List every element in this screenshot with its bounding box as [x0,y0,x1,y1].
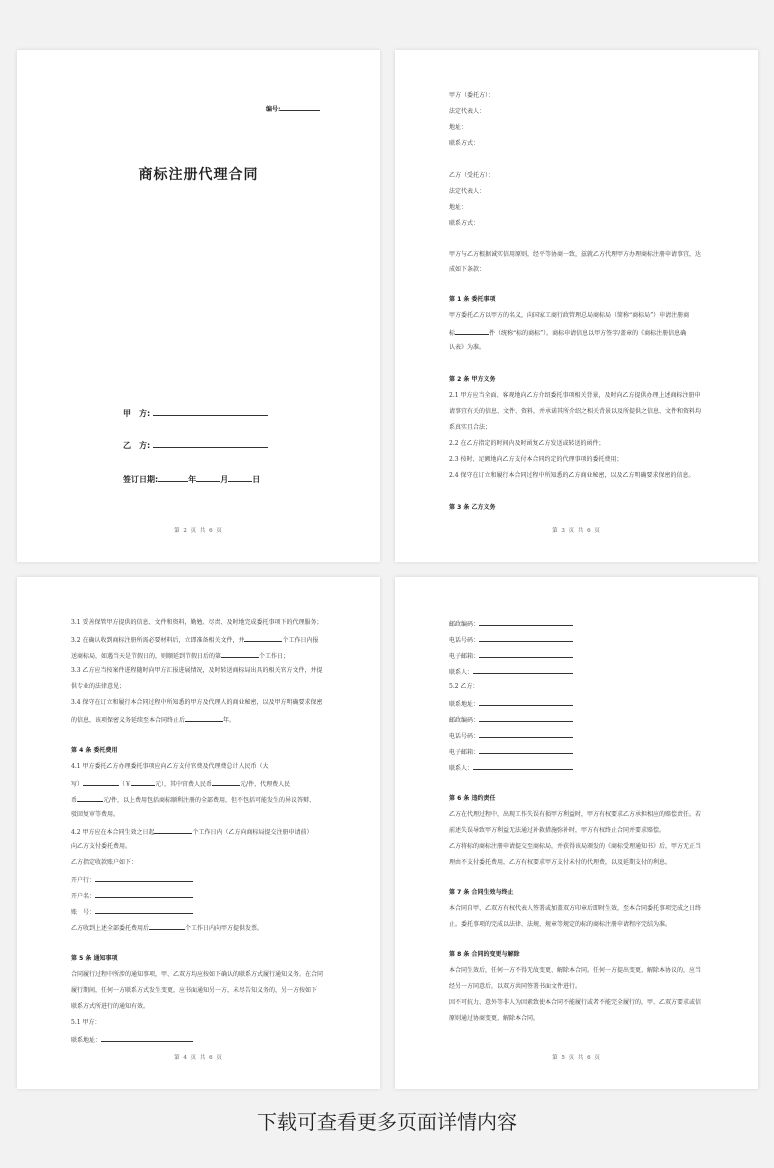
text-line: 电话号码： [449,635,573,645]
text-line: 因不可抗力、意外等非人为因素致使本合同不能履行或者不能完全履行的，甲、乙双方要求或信 [449,999,702,1006]
text-line: 联系人： [449,763,573,773]
text-line: 5.1 甲方： [71,1019,101,1026]
section-heading: 第 2 条 甲方义务 [449,376,496,383]
section-heading: 第 6 条 违约责任 [449,795,496,802]
text-line: 乙方在代理过程中，出现工作失误有损甲方利益时，甲方有权要求乙方承担相应的赔偿责任。若 [449,811,702,818]
sign-date-line: 签订日期: 年 月 日 [123,475,261,484]
text-line: 邮政编码： [449,619,573,629]
text-line: 账 号： [71,907,193,917]
contract-number-field: 编号: [266,104,320,113]
download-more-caption: 下载可查看更多页面详情内容 [257,1110,517,1134]
section-heading: 第 4 条 委托费用 [71,747,118,754]
text-line: 本合同生效后，任何一方不得无故变更、解除本合同。任何一方提出变更、解除本协议的，应当 [449,967,702,974]
text-line: 认表》为准。 [449,344,486,351]
party-b-signature-line: 乙 方: [123,440,268,451]
text-line: 供专业的法律意见； [71,683,126,690]
text-line: 系真实且合法； [449,424,492,431]
document-page-3 [395,50,758,562]
text-line: 2.1 甲方应当全面、客观地向乙方介绍委托事项相关背景，及时向乙方提供办理上述商标注册申 [449,392,701,399]
text-line: 合同履行过程中所涉的通知事项，甲、乙双方均应按如下确认的联系方式履行通知义务。在合同 [71,971,324,978]
text-line: 3.1 妥善保管甲方提供的信息、文件和资料，勤勉、尽责、及时地完成委托事项下的代理服务； [71,619,323,626]
text-line: 3.3 乙方应当按案件进程随时向甲方汇报进展情况，及时转送商标局出具的相关官方文件，并提 [71,667,323,674]
text-line: 开户行： [71,875,193,885]
text-line: 送商标局，如遇当天是节假日的，则顺延到节假日后的第 个工作日； [71,653,290,660]
page-footer: 第 3 页 共 6 页 [552,528,601,534]
text-line: 地址： [449,204,468,211]
text-line: 联系地址： [71,1035,193,1045]
text-line: 写） （￥ 元），其中官费人民币 元/件，代理费人民 [71,781,291,788]
page-footer: 第 2 页 共 6 页 [174,528,223,534]
text-line: 2.4 保守在订立和履行本合同过程中所知悉的乙方商业秘密，以及乙方明确要求保密的信息。 [449,472,695,479]
text-line: 电话号码： [449,731,573,741]
text-line: 4.2 甲方应在本合同生效之日起 个工作日内（乙方向商标局提交注册申请前） [71,829,313,836]
text-line: 联系地址： [449,699,573,709]
text-line: 甲方（委托方）： [449,92,495,99]
text-line: 2.3 按时、足额地向乙方支付本合同约定的代理事项的委托费用； [449,456,623,463]
text-line: 乙方收到上述全部委托费用后 个工作日内向甲方提供发票。 [71,925,264,932]
text-line: 理由不支付委托费用，乙方有权要求甲方支付未付的代理费，以及延期支付的利息。 [449,859,672,866]
text-line: 电子邮箱： [449,651,573,661]
text-line: 联系人： [449,667,573,677]
section-heading: 第 7 条 合同生效与终止 [449,889,514,896]
document-page-5 [395,577,758,1089]
contract-title: 商标注册代理合同 [138,167,259,183]
text-line: 驳回复审等费用。 [71,811,120,818]
page-footer: 第 5 页 共 6 页 [552,1055,601,1061]
text-line: 邮政编码： [449,715,573,725]
text-line: 币 元/件，以上费用包括商标顺利注册的全部费用，但不包括可能发生的异议答辩、 [71,797,316,804]
section-heading: 第 1 条 委托事项 [449,296,496,303]
text-line: 4.1 甲方委托乙方办理委托事项应向乙方支付官费及代理费总计人民币（大 [71,763,269,770]
text-line: 向乙方支付委托费用。 [71,843,132,850]
text-line: 前述失误导致甲方利益无法通过补救措施弥补时，甲方有权终止合同并要求赔偿。 [449,827,666,834]
document-page-4 [17,577,380,1089]
text-line: 联系方式： [449,220,480,227]
text-line: 法定代表人： [449,188,486,195]
section-heading: 第 8 条 合同的变更与解除 [449,951,520,958]
text-line: 本合同自甲、乙双方有权代表人签署或加盖双方印章后即时生效，至本合同委托事项完成之日终 [449,905,702,912]
text-line: 联系方式所进行的通知有效。 [71,1003,150,1010]
page-footer: 第 4 页 共 6 页 [174,1055,223,1061]
section-heading: 第 3 条 乙方义务 [449,504,496,511]
text-line: 原则通过协商变更、解除本合同。 [449,1015,540,1022]
text-line: 2.2 在乙方指定的时间内及时函复乙方发送或转送的函件； [449,440,605,447]
text-line: 乙方指定收款账户如下： [71,859,138,866]
text-line: 经另一方同意后，以双方共同签署书面文件进行。 [449,983,582,990]
text-line: 3.2 在确认收到商标注册所需必要材料后，立即准备相关文件，并 个工作日内报 [71,637,319,644]
document-page-2 [17,50,380,562]
text-line: 标 件（统称“标的商标”）。商标申请信息以甲方签字/盖章的《商标注册信息确 [449,330,687,337]
text-line: 请事宜有关的信息、文件、资料，并承诺其所介绍之相关背景以及所提供之信息、文件和资料均 [449,408,702,415]
text-line: 的信息，该项保密义务延续至本合同终止后 年。 [71,717,236,724]
text-line: 5.2 乙方： [449,683,479,690]
section-heading: 第 5 条 通知事项 [71,955,118,962]
text-line: 开户名： [71,891,193,901]
text-line: 甲方委托乙方以甲方的名义，向国家工商行政管理总局商标局（简称“商标局”）申请注册商 [449,312,690,319]
text-line: 乙方（受托方）： [449,172,495,179]
text-line: 成如下条款： [449,266,486,273]
text-line: 止。委托事项的完成以法律、法规、规章等规定的标的商标注册申请程序完结为准。 [449,921,672,928]
text-line: 电子邮箱： [449,747,573,757]
party-a-signature-line: 甲 方: [123,408,268,419]
text-line: 甲方与乙方根据诚实信用原则，经平等协商一致，兹就乙方代理甲方办理商标注册申请事宜，达 [449,251,702,258]
text-line: 乙方将标的商标注册申请提交至商标局，并获得该局颁发的《商标受理通知书》后，甲方无正当 [449,843,702,850]
text-line: 履行期间，任何一方联系方式发生变更，应书面通知另一方，未尽告知义务的，另一方按如下 [71,987,318,994]
text-line: 3.4 保守在订立和履行本合同过程中所知悉的甲方及代理人的商业秘密，以及甲方明确要求保密 [71,699,323,706]
text-line: 联系方式： [449,140,480,147]
text-line: 法定代表人： [449,108,486,115]
text-line: 地址： [449,124,468,131]
